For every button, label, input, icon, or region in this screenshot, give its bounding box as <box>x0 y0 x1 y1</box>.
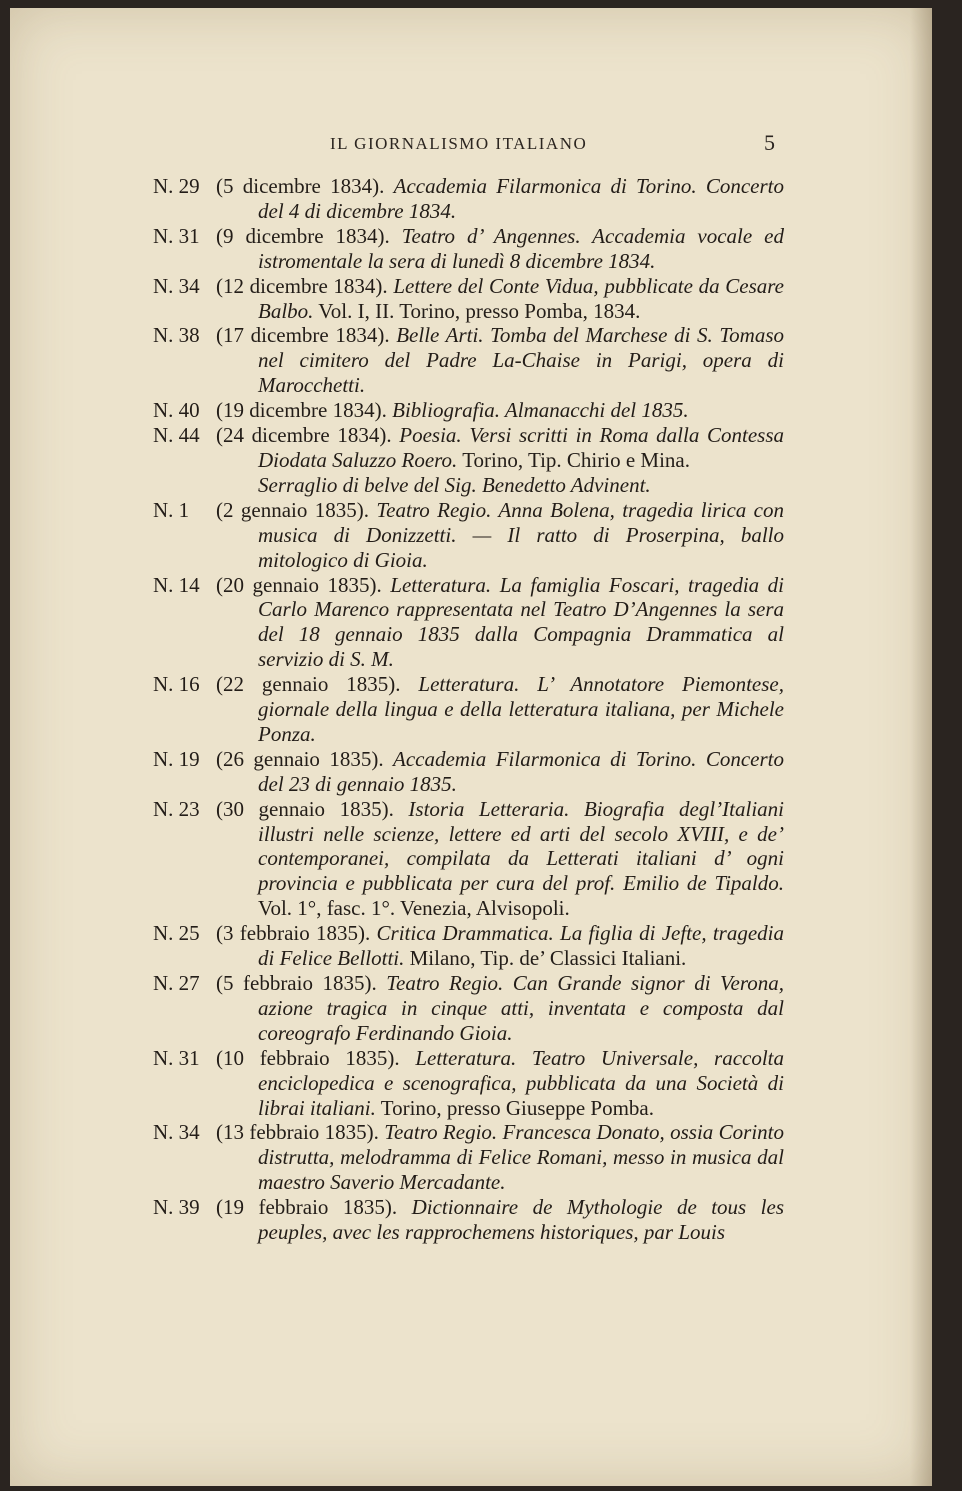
list-item <box>10 423 784 473</box>
list-item <box>10 797 784 922</box>
issue-number: N. 34 <box>153 273 200 298</box>
entry-title: Critica Drammatica. La figlia di Jefte, tragedia di Felice Bellotti. <box>258 921 785 971</box>
issue-number: N. 38 <box>153 323 200 348</box>
list-item <box>10 921 784 971</box>
issue-date: (12 dicembre 1834). <box>216 273 388 298</box>
issue-date: (30 gennaio 1835). <box>216 796 394 821</box>
issue-number: N. 19 <box>153 746 200 771</box>
entry-title: Letteratura. L’ Annotatore Piemontese, giornale della lingua e della letteratura italiana, per Michele Ponza. <box>258 672 784 746</box>
issue-number: N. 44 <box>153 423 200 448</box>
entry-title: Teatro Regio. Francesca Donato, ossia Corinto distrutta, melodramma di Felice Romani, messo in musica dal maestro Saverio Mercadante. <box>258 1120 785 1195</box>
header-title: IL GIORNALISMO ITALIANO <box>330 134 588 153</box>
issue-date: (24 dicembre 1834). <box>216 423 392 448</box>
issue-date: (19 dicembre 1834). <box>216 398 387 423</box>
entry-publication-info: Torino, Tip. Chirio e Mina. <box>462 447 690 472</box>
running-head <box>10 130 932 160</box>
entry-publication-info: Vol. 1°, fasc. 1°. Venezia, Alvisopoli. <box>258 896 570 921</box>
list-item <box>10 498 784 573</box>
issue-date: (26 gennaio 1835). <box>216 746 384 771</box>
list-item <box>10 274 784 324</box>
issue-number: N. 40 <box>153 398 200 423</box>
issue-date: (10 febbraio 1835). <box>216 1045 400 1070</box>
entry-title: Accademia Filarmonica di Torino. Concerto del 23 di gennaio 1835. <box>258 746 785 796</box>
issue-date: (3 febbraio 1835). <box>216 921 371 946</box>
issue-date: (20 gennaio 1835). <box>216 572 382 597</box>
list-item <box>10 573 784 673</box>
issue-date: (13 febbraio 1835). <box>216 1120 379 1145</box>
issue-date: (17 dicembre 1834). <box>216 323 390 348</box>
issue-number: N. 27 <box>153 971 200 995</box>
list-item <box>10 398 784 423</box>
entry-title: Lettere del Conte Vidua, pubblicate da Cesare Balbo. <box>258 273 784 323</box>
list-item <box>10 174 784 224</box>
book-page <box>10 8 932 1486</box>
entry-title: Teatro Regio. Anna Bolena, tragedia lirica con musica di Donizzetti. — Il ratto di Proserpina, ballo mitologico di Gioia. <box>258 497 785 572</box>
list-item <box>10 1120 784 1195</box>
entry-title: Belle Arti. Tomba del Marchese di S. Tomaso nel cimitero del Padre La-Chaise in Parigi, opera di Marocchetti. <box>258 323 784 398</box>
entry-title: Teatro d’ Angennes. Accademia vocale ed istromentale la sera di lunedì 8 dicembre 1834. <box>258 223 784 273</box>
issue-number: N. 29 <box>153 174 200 198</box>
issue-date: (5 dicembre 1834). <box>216 174 385 198</box>
page-number: 5 <box>764 130 775 155</box>
issue-date: (2 gennaio 1835). <box>216 497 370 522</box>
entry-title: Serraglio di belve del Sig. Benedetto Advinent. <box>258 472 651 497</box>
issue-date: (5 febbraio 1835). <box>216 971 377 995</box>
entry-title: Accademia Filarmonica di Torino. Concerto del 4 di dicembre 1834. <box>258 174 784 223</box>
issue-number: N. 23 <box>153 796 200 821</box>
entry-title: Dictionnaire de Mythologie de tous les peuples, avec les rapprochemens historiques, par Louis <box>258 1195 785 1245</box>
issue-number: N. 16 <box>153 672 200 697</box>
entry-title: Istoria Letteraria. Biografia degl’Italiani illustri nelle scienze, lettere ed arti del secolo XVIII, e de’ contemporanei, compilata da Letterati italiani d’ ogni provincia e pubblicata per cura del prof. Emilio de Tipaldo. <box>258 796 784 896</box>
list-item <box>10 224 784 274</box>
list-item <box>10 323 784 398</box>
issue-number: N. 14 <box>153 572 200 597</box>
list-item <box>10 971 784 1046</box>
entry-title: Bibliografia. Almanacchi del 1835. <box>392 398 689 423</box>
entry-publication-info: Torino, presso Giuseppe Pomba. <box>380 1095 654 1120</box>
list-item <box>10 473 784 498</box>
issue-number: N. 31 <box>153 1045 200 1070</box>
issue-number: N. 25 <box>153 921 200 946</box>
entry-title: Teatro Regio. Can Grande signor di Verona, azione tragica in cinque atti, inventata e composta dal coreografo Ferdinando Gioia. <box>258 971 784 1045</box>
entry-title: Letteratura. Teatro Universale, raccolta enciclopedica e scenografica, pubblicata da una Società di librai italiani. <box>258 1045 785 1120</box>
issue-date: (9 dicembre 1834). <box>216 223 390 248</box>
list-item <box>10 1195 784 1245</box>
list-item <box>10 747 784 797</box>
issue-number: N. 31 <box>153 223 200 248</box>
list-item <box>10 1046 784 1121</box>
issue-date: (19 febbraio 1835). <box>216 1195 398 1220</box>
entry-publication-info: Vol. I, II. Torino, presso Pomba, 1834. <box>318 298 641 323</box>
entry-publication-info: Milano, Tip. de’ Classici Italiani. <box>409 946 687 971</box>
entry-title: Letteratura. La famiglia Foscari, tragedia di Carlo Marenco rappresentata nel Teatro D’Angennes la sera del 18 gennaio 1835 dalla Compagnia Drammatica al servizio di S. M. <box>258 572 784 672</box>
entry-list <box>10 174 932 1245</box>
entry-title: Poesia. Versi scritti in Roma dalla Contessa Diodata Saluzzo Roero. <box>258 423 784 472</box>
issue-number: N. 34 <box>153 1120 200 1145</box>
issue-date: (22 gennaio 1835). <box>216 672 401 697</box>
list-item <box>10 672 784 747</box>
issue-number: N. 39 <box>153 1195 200 1220</box>
issue-number: N. 1 <box>153 497 190 522</box>
